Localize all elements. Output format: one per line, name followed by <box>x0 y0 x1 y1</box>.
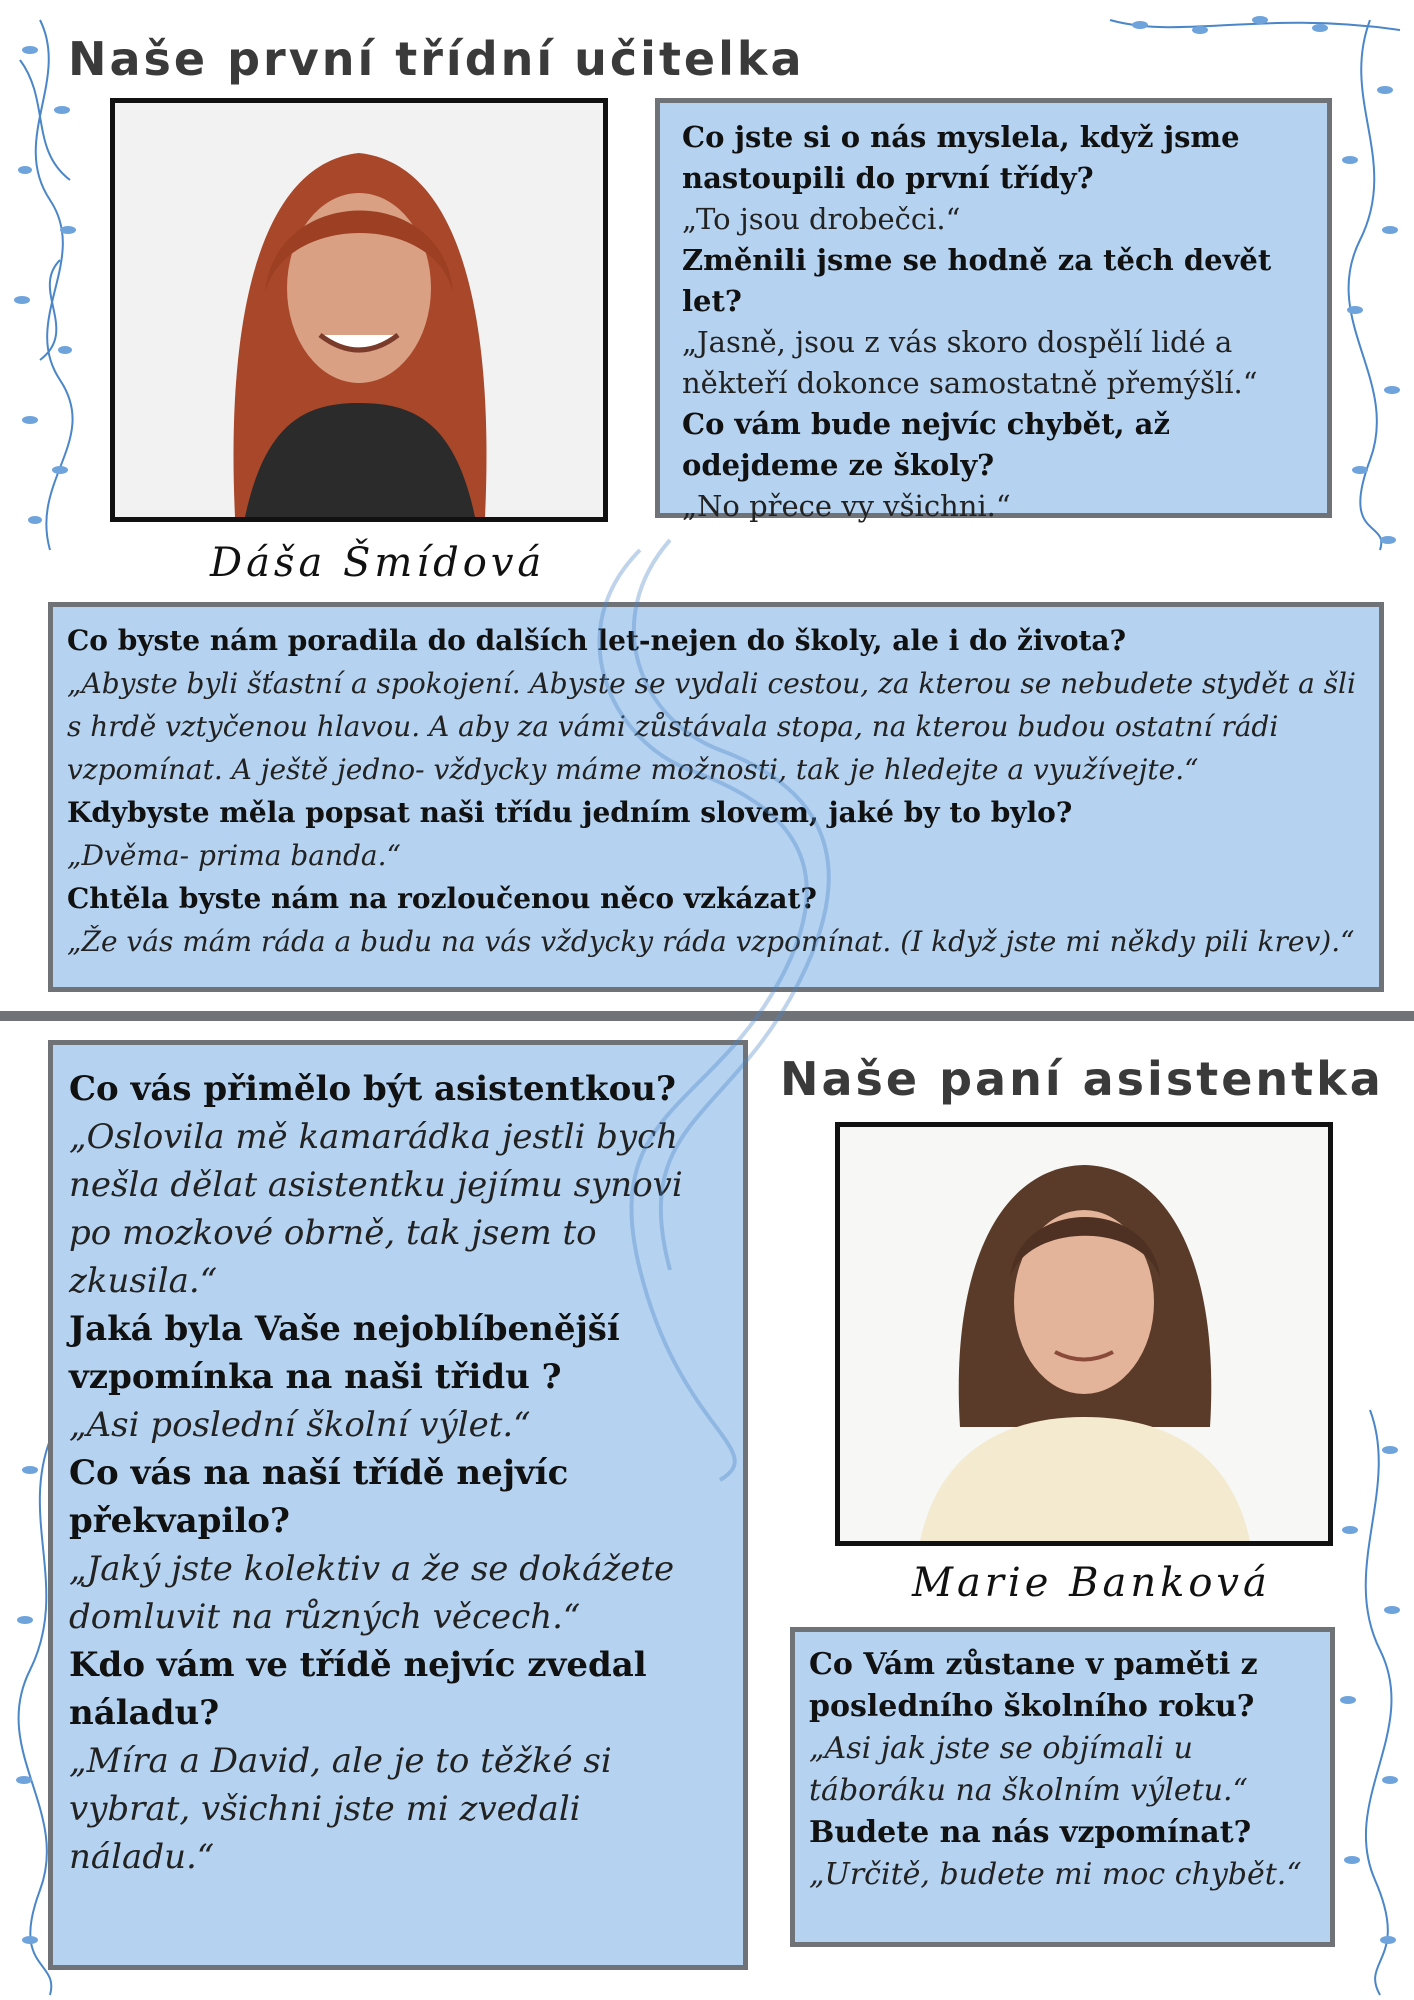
interview-question: Změnili jsme se hodně za těch devět let? <box>682 243 1272 318</box>
interview-answer: „Míra a David, ale je to těžké si vybrat, všichni jste mi zvedali náladu.“ <box>69 1741 612 1877</box>
teacher-interview-wide <box>48 602 1384 992</box>
interview-answer: „Jaký jste kolektiv a že se dokážete domluvit na různých věcech.“ <box>69 1549 675 1637</box>
interview-answer: „Jasně, jsou z vás skoro dospělí lidé a někteří dokonce samostatně přemýšlí.“ <box>682 325 1258 400</box>
interview-question: Co vás na naší třídě nejvíc překvapilo? <box>69 1453 569 1541</box>
interview-answer: „Určitě, budete mi moc chybět.“ <box>809 1857 1302 1892</box>
page-title-teacher: Naše první třídní učitelka <box>68 32 805 86</box>
interview-question: Kdybyste měla popsat naši třídu jedním slovem, jaké by to bylo? <box>67 796 1073 829</box>
interview-question: Co jste si o nás myslela, když jsme nastoupili do první třídy? <box>682 120 1240 195</box>
page-title-assistant: Naše paní asistentka <box>780 1052 1384 1106</box>
assistant-signature: Marie Banková <box>912 1560 1271 1606</box>
teacher-photo <box>110 98 608 522</box>
interview-answer: „Asi jak jste se objímali u táboráku na školním výletu.“ <box>809 1731 1248 1808</box>
teacher-interview-top <box>655 98 1332 523</box>
assistant-interview-right <box>790 1627 1335 1947</box>
interview-answer: „No přece vy všichni.“ <box>682 489 1011 523</box>
interview-question: Co byste nám poradila do dalších let-nejen do školy, ale i do života? <box>67 624 1126 657</box>
teacher-portrait-photo-icon <box>115 103 603 517</box>
interview-question: Chtěla byste nám na rozloučenou něco vzkázat? <box>67 882 817 915</box>
interview-question: Co Vám zůstane v paměti z posledního školního roku? <box>809 1647 1258 1724</box>
interview-answer: „Dvěma- prima banda.“ <box>67 839 401 872</box>
assistant-portrait-photo-icon <box>840 1127 1328 1541</box>
interview-answer: „Asi poslední školní výlet.“ <box>69 1405 531 1445</box>
teacher-signature: Dáša Šmídová <box>210 540 546 586</box>
interview-question: Budete na nás vzpomínat? <box>809 1815 1252 1850</box>
assistant-photo <box>835 1122 1333 1546</box>
interview-answer: „To jsou drobečci.“ <box>682 202 961 236</box>
interview-question: Kdo vám ve třídě nejvíc zvedal náladu? <box>69 1645 647 1733</box>
interview-question: Jaká byla Vaše nejoblíbenější vzpomínka na naši třidu ? <box>69 1309 620 1397</box>
section-divider <box>0 1011 1414 1021</box>
interview-answer: „Že vás mám ráda a budu na vás vždycky ráda vzpomínat. (I když jste mi někdy pili krev).“ <box>67 925 1355 958</box>
assistant-interview-left <box>48 1040 748 1970</box>
interview-question: Co vám bude nejvíc chybět, až odejdeme ze školy? <box>682 407 1170 482</box>
interview-answer: „Abyste byli šťastní a spokojení. Abyste se vydali cestou, za kterou se nebudete stydět a šli s hrdě vztyčenou hlavou. A aby za vámi zůstávala stopa, na kterou budou ostatní rádi vzpomínat. A ještě jedno- vždycky máme možnosti, tak je hledejte a využívejte.“ <box>67 667 1356 786</box>
interview-answer: „Oslovila mě kamarádka jestli bych nešla dělat asistentku jejímu synovi po mozkové obrně, tak jsem to zkusila.“ <box>69 1117 683 1301</box>
interview-question: Co vás přimělo být asistentkou? <box>69 1069 676 1109</box>
